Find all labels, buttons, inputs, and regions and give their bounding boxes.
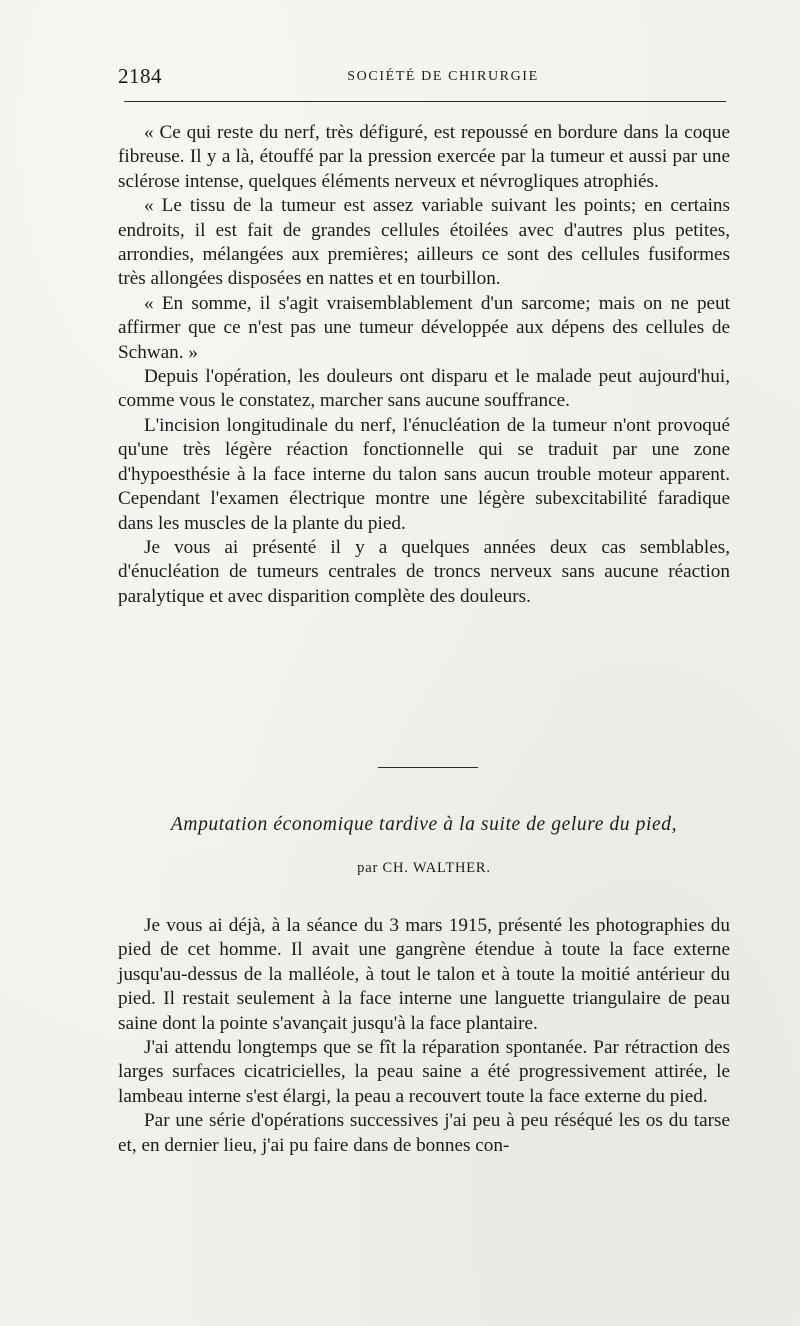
header-rule	[124, 101, 726, 102]
section-1-body	[118, 121, 730, 609]
paragraph: L'incision longitudinale du nerf, l'énucléation de la tumeur n'ont provoqué qu'une très légère réaction fonctionnelle qui se traduit par une zone d'hypoesthésie à la face interne du talon sans aucun trouble moteur apparent. Cependant l'examen électrique montre une légère subexcitabilité faradique dans les muscles de la plante du pied.	[118, 414, 730, 534]
section-separator	[378, 767, 478, 768]
paragraph: Je vous ai déjà, à la séance du 3 mars 1915, présenté les photographies du pied de cet homme. Il avait une gangrène étendue à toute la face externe jusqu'au-dessus de la malléole, à tout le talon et à toute la moitié antérieur du pied. Il restait seulement à la face interne une languette triangulaire de peau saine dont la pointe s'avançait jusqu'à la face plantaire.	[118, 915, 730, 1034]
paragraph: Depuis l'opération, les douleurs ont disparu et le malade peut aujourd'hui, comme vous le constatez, marcher sans aucune souffrance.	[118, 366, 730, 412]
section-2-body	[118, 914, 730, 1158]
paragraph: Je vous ai présenté il y a quelques années deux cas semblables, d'énucléation de tumeurs centrales de troncs nerveux sans aucune réaction paralytique et avec disparition complète des douleurs.	[118, 536, 730, 607]
paragraph: Par une série d'opérations successives j'ai peu à peu réséqué les os du tarse et, en dernier lieu, j'ai pu faire dans de bonnes con-	[118, 1110, 730, 1156]
paragraph: « Le tissu de la tumeur est assez variable suivant les points; en certains endroits, il est fait de grandes cellules étoilées avec d'autres plus petites, arrondies, mélangées aux premières; ailleurs ce sont des cellules fusiformes très allongées disposées en nattes et en tourbillon.	[118, 195, 730, 290]
paragraph: « En somme, il s'agit vraisemblablement d'un sarcome; mais on ne peut affirmer que ce n'est pas une tumeur développée aux dépens des cellules de Schwan. »	[118, 292, 730, 363]
running-title: SOCIÉTÉ DE CHIRURGIE	[347, 69, 539, 84]
paragraph: « Ce qui reste du nerf, très défiguré, est repoussé en bordure dans la coque fibreuse. Il y a là, étouffé par la pression exercée par la tumeur et aussi par une sclérose intense, quelques éléments nerveux et névrogliques atrophiés.	[118, 122, 730, 192]
author-byline: par CH. WALTHER.	[357, 860, 491, 876]
page-number: 2184	[118, 64, 162, 88]
section-title: Amputation économique tardive à la suite de gelure du pied,	[170, 814, 678, 835]
running-head	[118, 64, 728, 92]
paragraph: J'ai attendu longtemps que se fît la réparation spontanée. Par rétraction des larges surfaces cicatricielles, la peau saine a été progressivement attirée, le lambeau interne s'est élargi, la peau a recouvert toute la face externe du pied.	[118, 1037, 730, 1107]
